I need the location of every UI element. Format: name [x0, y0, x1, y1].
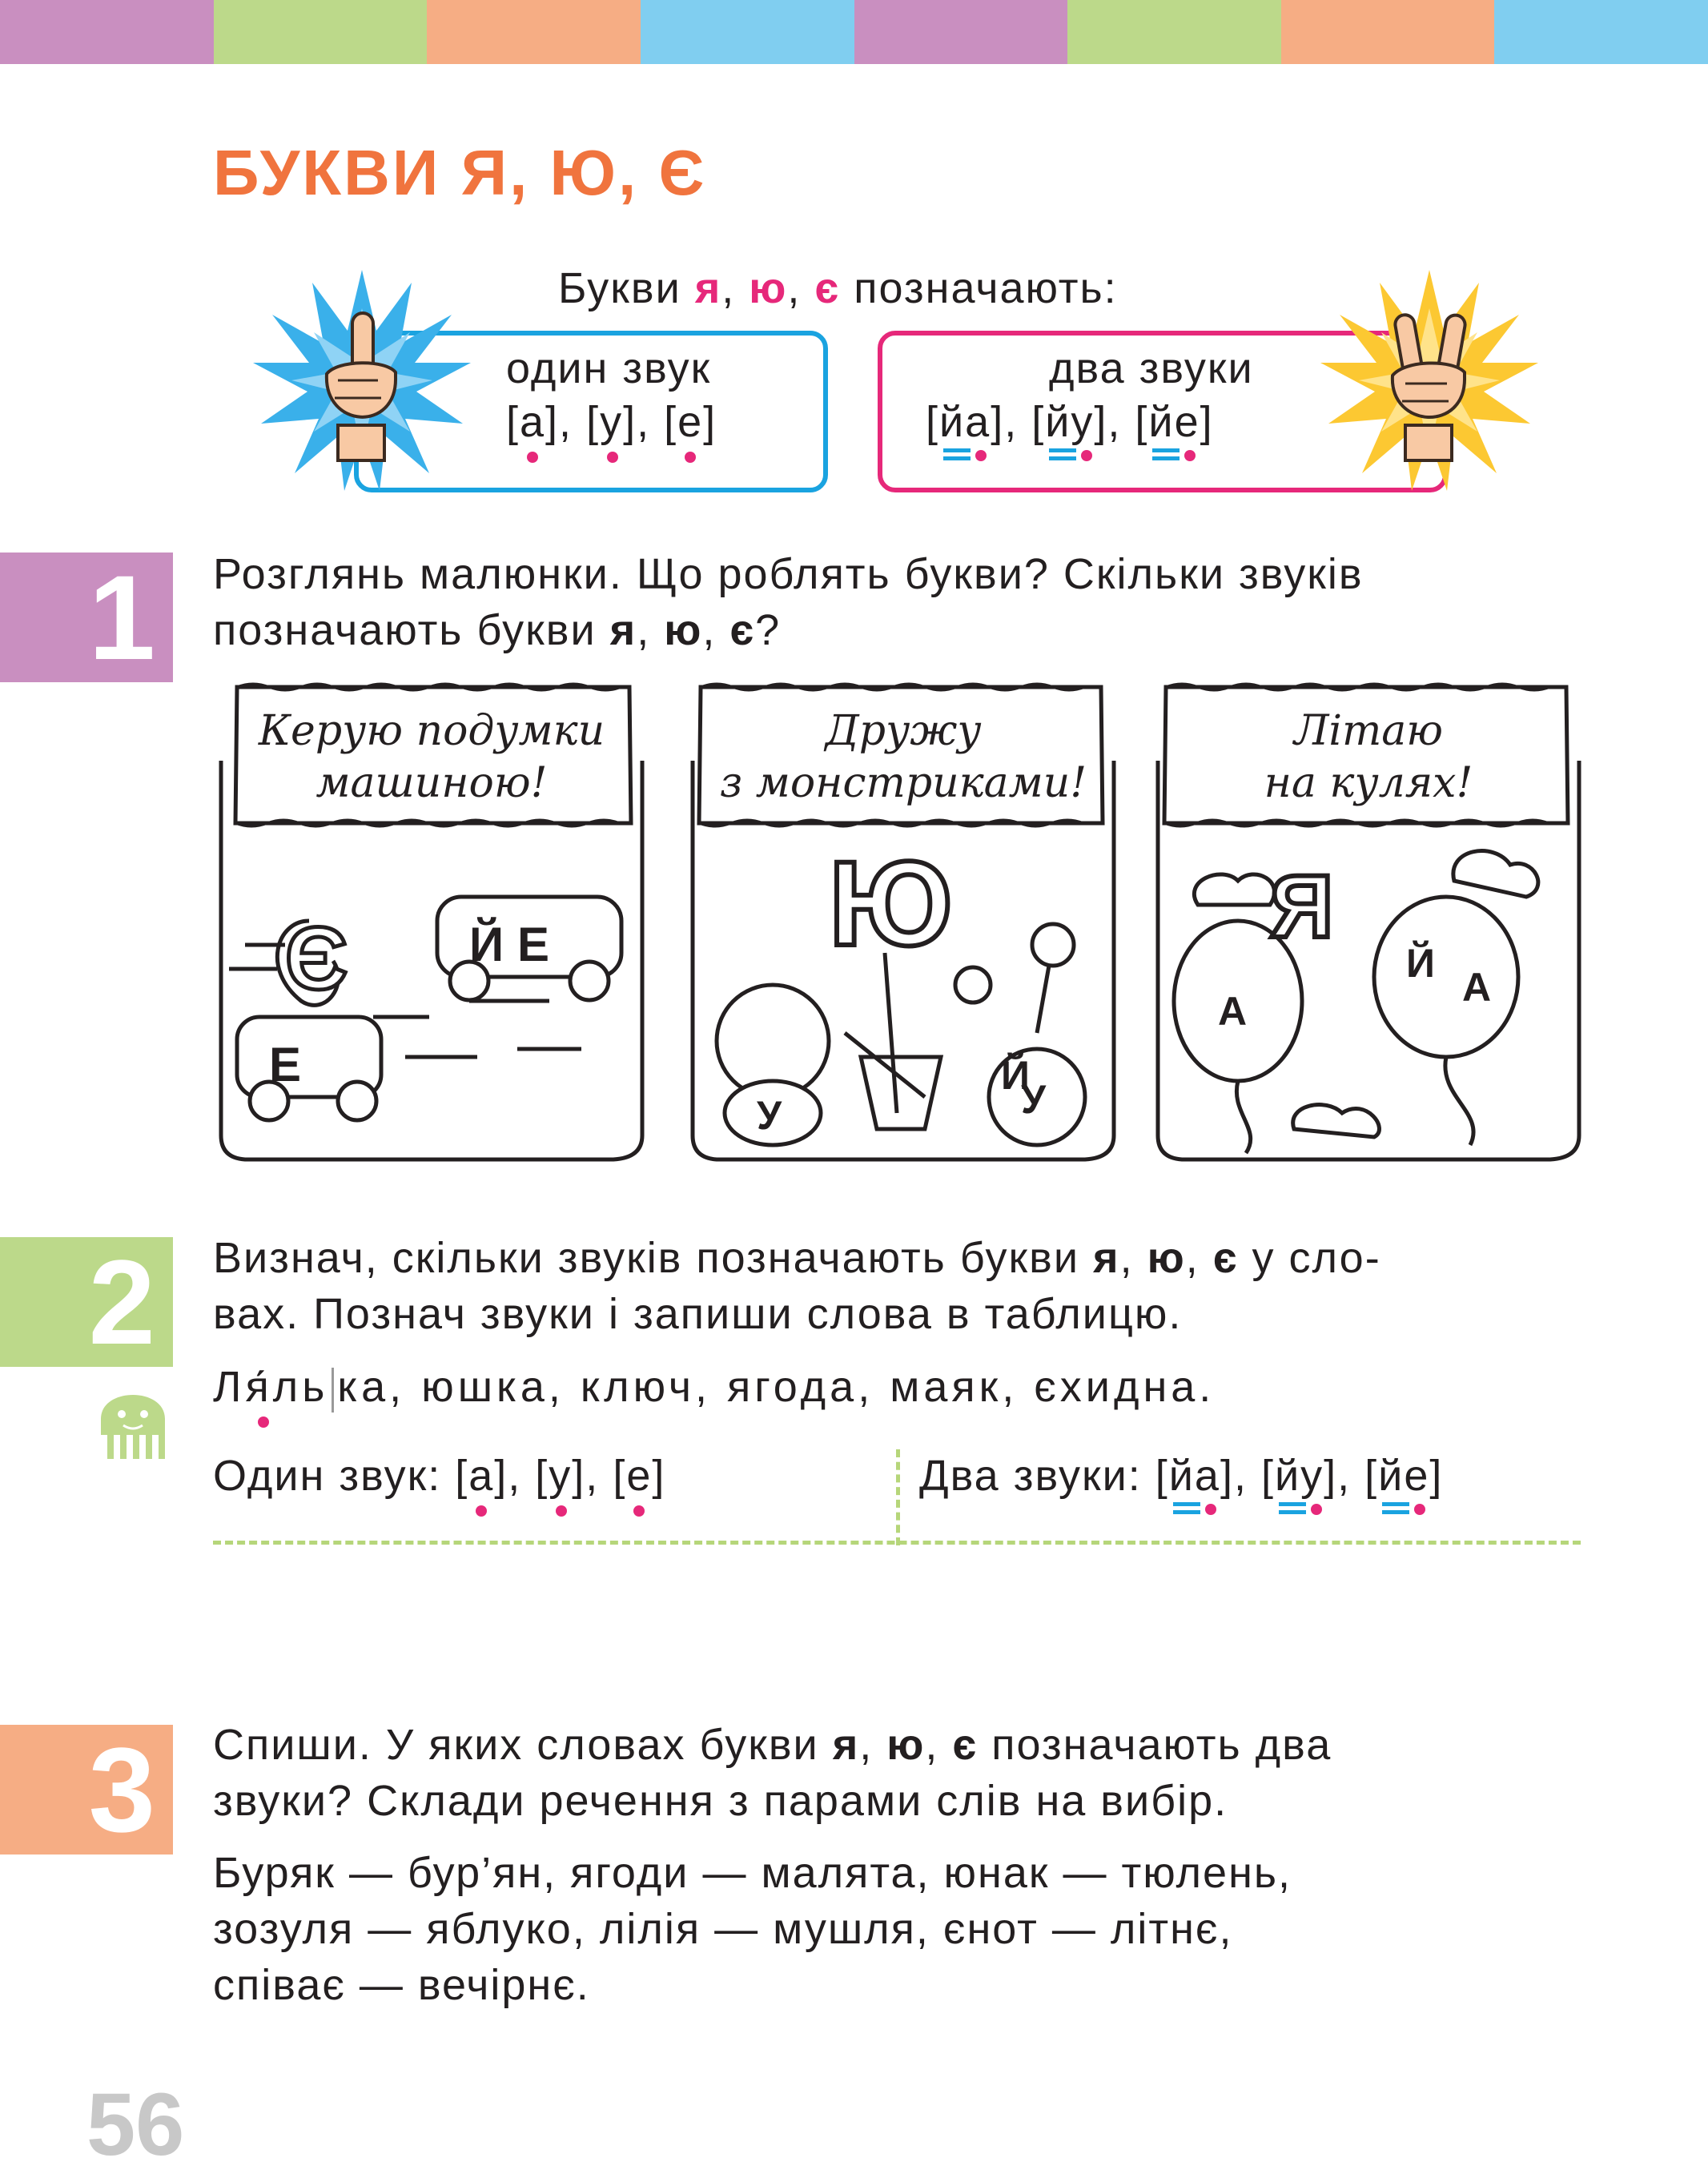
syllable-divider [332, 1368, 334, 1412]
panel-caption-line1: Дружу [825, 707, 982, 755]
panel-caption-line2: машиною! [315, 759, 548, 807]
panel-letter: Є [285, 910, 348, 1008]
octopus-icon [94, 1379, 171, 1462]
stripe-segment [1494, 0, 1708, 64]
panel-letter: Я [1270, 858, 1334, 956]
task-number-tab [0, 550, 173, 685]
picture-panel-monsters [685, 681, 1122, 1167]
task2-instruction-line1: Визнач, скільки звуків позначають букви я, ю, є у сло- [213, 1234, 1381, 1282]
phoneme-ya: [йа] [926, 394, 1004, 450]
example-word: Ля́ль [213, 1359, 328, 1415]
task2-word-list: Ля́ль ка, юшка, ключ, ягода, маяк, єхидна. [213, 1359, 1215, 1415]
phoneme-u: [у] [586, 394, 637, 450]
phoneme-e: [е] [664, 394, 717, 450]
task3-instruction-line2: звуки? Склади речення з парами слів на вибір. [213, 1777, 1228, 1825]
one-sound-list: [а] , [у] , [е] [506, 394, 717, 450]
task-number-tab [0, 1237, 173, 1367]
table-one-sound-header: Один звук: [а] , [у] , [е] [213, 1448, 665, 1504]
page-number: 56 [86, 2076, 185, 2174]
panel-letter: У [757, 1093, 782, 1138]
panel-caption-line2: з монстриками! [719, 759, 1087, 807]
picture-panel-balloons [1150, 681, 1587, 1167]
phoneme-a: [а] [506, 394, 559, 450]
task3-word-pairs-line3: співає — вечірнє. [213, 1961, 590, 2009]
header-color-stripe [0, 0, 1708, 64]
panel-letter: Й [469, 918, 504, 971]
intro-line: Букви я, ю, є позначають: [558, 264, 1118, 312]
task3-word-pairs-line2: зозуля — яблуко, лілія — мушля, єнот — літнє, [213, 1905, 1233, 1953]
page-title: БУКВИ Я, Ю, Є [213, 137, 707, 208]
table-column-divider [896, 1449, 900, 1545]
panel-caption-line1: Керую подумки [258, 707, 605, 755]
stripe-segment [0, 0, 214, 64]
task-number: 3 [88, 1722, 155, 1857]
panel-letter: А [1218, 989, 1248, 1034]
task-number-tab [0, 1722, 173, 1857]
two-sounds-label: два звуки [1049, 344, 1254, 392]
stripe-segment [641, 0, 854, 64]
task-number: 1 [88, 550, 155, 685]
phoneme-yu: [йу] [1031, 394, 1107, 450]
panel-caption-line2: на кулях! [1264, 759, 1473, 807]
task-number: 2 [88, 1235, 155, 1369]
task2-instruction-line2: вах. Познач звуки і запиши слова в таблицю. [213, 1290, 1183, 1338]
one-finger-star-icon [250, 268, 474, 492]
stripe-segment [1067, 0, 1281, 64]
task1-instruction-line2: позначають букви я, ю, є? [213, 606, 782, 654]
panel-letter: Е [517, 918, 550, 971]
table-dashed-line [213, 1541, 1581, 1545]
panel-letter: Е [269, 1038, 302, 1091]
task3-instruction-line1: Спиши. У яких словах букви я, ю, є позначають два [213, 1721, 1332, 1769]
two-fingers-star-icon [1317, 268, 1541, 492]
stripe-segment [1281, 0, 1495, 64]
stripe-segment [427, 0, 641, 64]
panel-letter: Й [1001, 1053, 1030, 1098]
panel-letter: А [1462, 965, 1492, 1010]
panel-letter: У [1021, 1077, 1047, 1122]
one-sound-label: один звук [506, 344, 712, 392]
phoneme-ye: [йе] [1135, 394, 1213, 450]
panel-caption-line1: Літаю [1293, 707, 1444, 755]
panel-letter: Й [1406, 941, 1435, 986]
two-sounds-list: [йа] , [йу] , [йе] [926, 394, 1214, 450]
picture-panel-car [213, 681, 650, 1167]
panel-letter: Ю [829, 836, 953, 970]
task3-word-pairs-line1: Буряк — бур’ян, ягоди — малята, юнак — тюлень, [213, 1849, 1292, 1897]
task1-instruction-line1: Розглянь малюнки. Що роблять букви? Скільки звуків [213, 550, 1364, 598]
stripe-segment [854, 0, 1068, 64]
stripe-segment [214, 0, 428, 64]
table-two-sounds-header: Два звуки: [йа] , [йу] , [йе] [919, 1448, 1443, 1504]
